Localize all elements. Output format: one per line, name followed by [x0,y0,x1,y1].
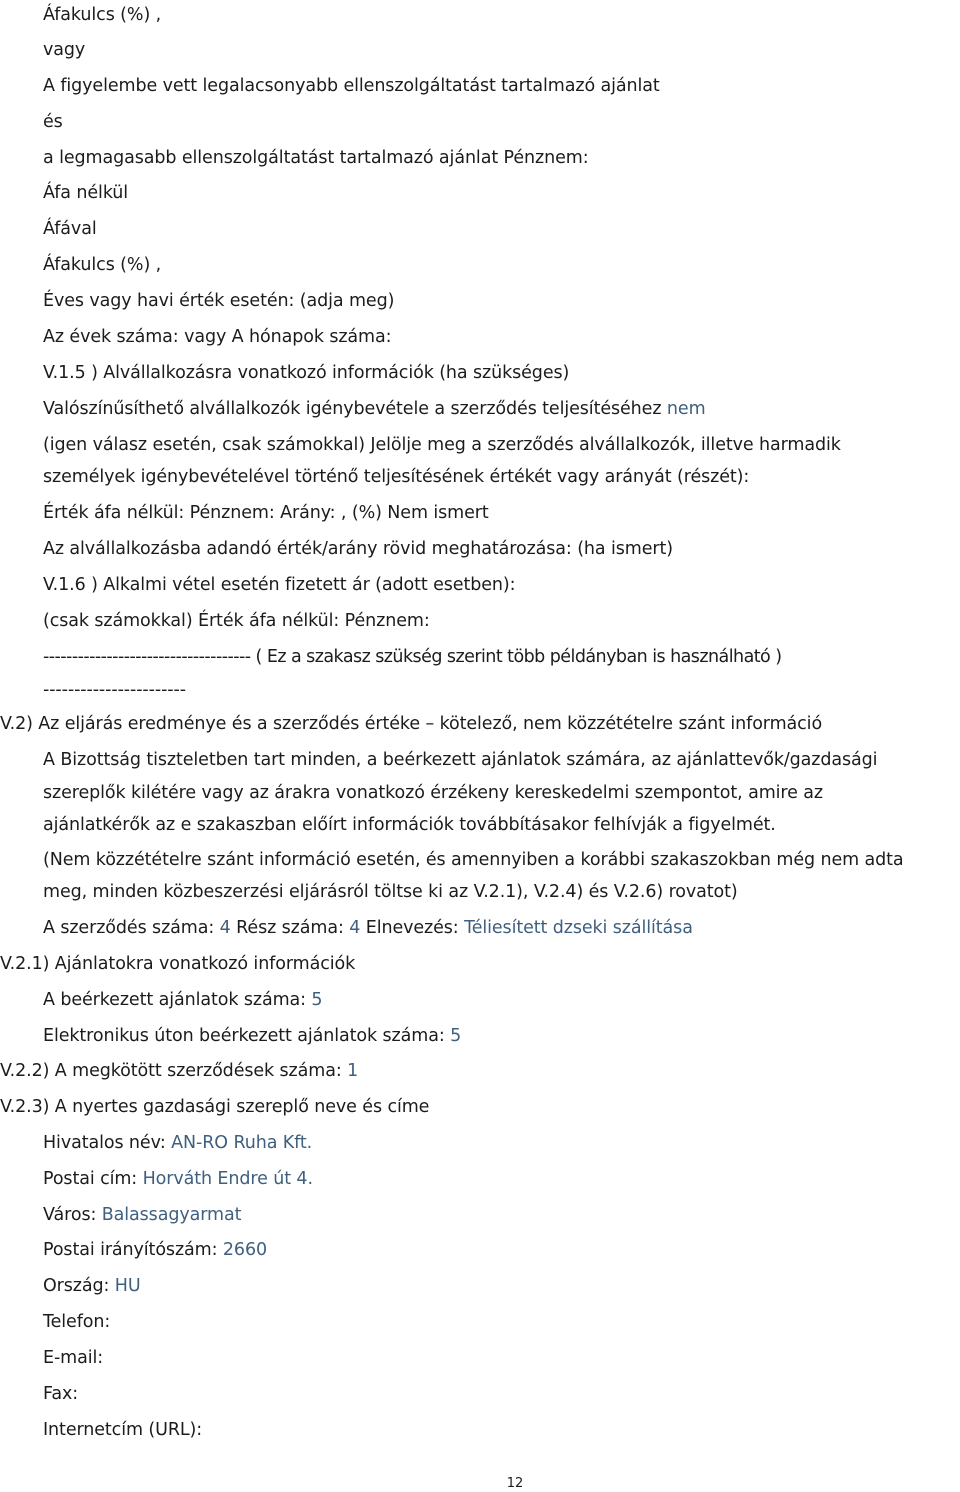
text-line: A Bizottság tiszteletben tart minden, a beérkezett ajánlatok számára, az ajánlattevők/gazdasági [43,750,878,770]
text-line: Az évek száma: vagy A hónapok száma: [43,327,392,347]
text-line: a legmagasabb ellenszolgáltatást tartalmazó ajánlat Pénznem: [43,148,589,168]
text-line: Telefon: [43,1312,111,1332]
text-line [43,1275,141,1297]
separator-line: ------------------------------------ ( Ez a szakasz szükség szerint több példányban is használható ) [43,647,782,667]
text-line: ajánlatkérők az e szakaszban előírt információk továbbításakor felhívják a figyelmét. [43,815,776,835]
field-label: Elnevezés: [365,918,459,938]
section-heading: V.2.3) A nyertes gazdasági szereplő neve és címe [0,1097,430,1117]
field-value: 1 [347,1061,359,1081]
text-line: meg, minden közbeszerzési eljárásról töltse ki az V.2.1), V.2.4) és V.2.6) rovatot) [43,882,738,902]
text-line: Áfával [43,219,97,239]
field-value: Horváth Endre út 4. [142,1169,313,1189]
field-value: Téliesített dzseki szállítása [464,918,693,938]
text-line [43,1239,267,1261]
page-number: 12 [506,1476,524,1491]
text-line [43,398,706,420]
text-line: Áfakulcs (%) , [43,5,162,25]
text-line [43,917,693,939]
field-value: 4 [219,918,231,938]
text-line: Áfakulcs (%) , [43,255,162,275]
text-line: Fax: [43,1384,79,1404]
section-heading: V.2) Az eljárás eredménye és a szerződés értéke – kötelező, nem közzétételre szánt információ [0,714,823,734]
field-value: AN-RO Ruha Kft. [171,1133,313,1153]
field-label: Város: [43,1205,97,1225]
field-value: 4 [349,918,361,938]
field-value: 5 [311,990,323,1010]
field-label: A beérkezett ajánlatok száma: [43,990,306,1010]
field-value: 2660 [222,1240,268,1260]
field-value: nem [666,399,706,419]
field-label: Elektronikus úton beérkezett ajánlatok száma: [43,1026,445,1046]
text-line: A figyelembe vett legalacsonyabb ellenszolgáltatást tartalmazó ajánlat [43,76,660,96]
text-line: személyek igénybevételével történő teljesítésének értékét vagy arányát (részét): [43,467,750,487]
field-value: HU [114,1276,141,1296]
field-label: A szerződés száma: [43,918,215,938]
field-label: Ország: [43,1276,110,1296]
text-line: Érték áfa nélkül: Pénznem: Arány: , (%) Nem ismert [43,503,489,523]
field-label: Hivatalos név: [43,1133,166,1153]
text-line [43,1025,461,1047]
section-heading: V.2.1) Ajánlatokra vonatkozó információk [0,954,356,974]
text-line: szereplők kilétére vagy az árakra vonatkozó érzékeny kereskedelmi szempontot, amire az [43,783,823,803]
section-heading: V.1.5 ) Alvállalkozásra vonatkozó információk (ha szükséges) [43,363,570,383]
text-line [43,989,322,1011]
text-line: Áfa nélkül [43,183,129,203]
section-heading [0,1060,358,1082]
section-heading: V.1.6 ) Alkalmi vétel esetén fizetett ár (adott esetben): [43,575,516,595]
text-line [43,1204,241,1226]
text-line: Éves vagy havi érték esetén: (adja meg) [43,291,395,311]
field-label: Rész száma: [236,918,344,938]
field-label: Postai cím: [43,1169,138,1189]
text-line: (igen válasz esetén, csak számokkal) Jelölje meg a szerződés alvállalkozók, illetve harmadik [43,435,841,455]
text-line: vagy [43,40,86,60]
field-label: Valószínűsíthető alvállalkozók igénybevétele a szerződés teljesítéséhez [43,399,662,419]
field-value: Balassagyarmat [101,1205,242,1225]
field-label: V.2.2) A megkötött szerződések száma: [0,1061,342,1081]
text-line: E-mail: [43,1348,104,1368]
text-line: és [43,112,63,132]
text-line: (Nem közzétételre szánt információ esetén, és amennyiben a korábbi szakaszokban még nem adta [43,850,904,870]
field-label: Postai irányítószám: [43,1240,218,1260]
text-line [43,1132,312,1154]
field-value: 5 [450,1026,462,1046]
separator-line: ----------------------- [43,680,186,700]
text-line: (csak számokkal) Érték áfa nélkül: Pénznem: [43,611,430,631]
text-line: Az alvállalkozásba adandó érték/arány rövid meghatározása: (ha ismert) [43,539,673,559]
text-line: Internetcím (URL): [43,1420,203,1440]
text-line [43,1168,313,1190]
